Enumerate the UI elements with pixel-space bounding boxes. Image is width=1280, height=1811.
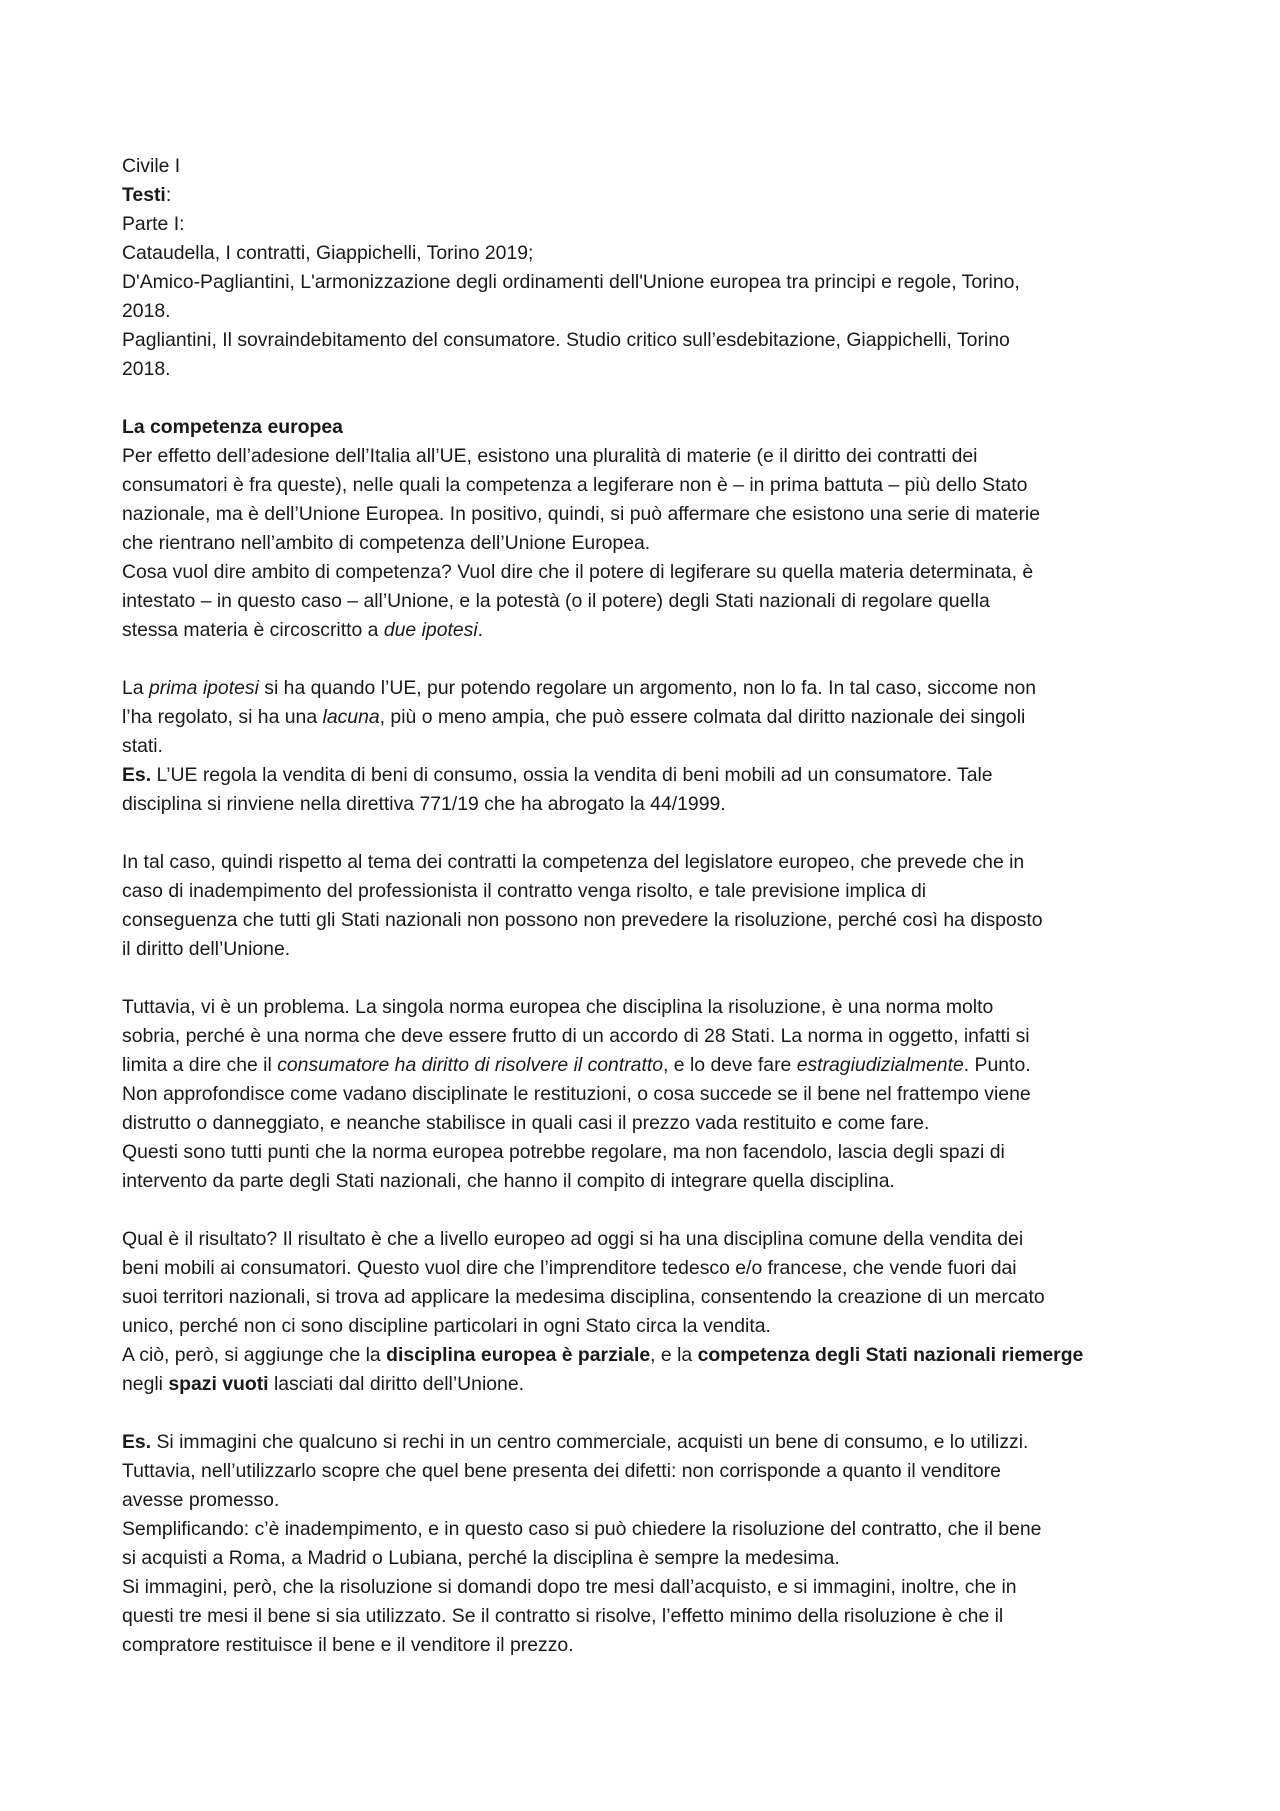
spacer — [122, 819, 1168, 848]
spacer — [122, 645, 1168, 674]
paragraph-line: beni mobili ai consumatori. Questo vuol dire che l’imprenditore tedesco e/o francese, che vende fuori dai — [122, 1257, 1017, 1279]
paragraph-line: Qual è il risultato? Il risultato è che a livello europeo ad oggi si ha una disciplina comune della vendita dei — [122, 1228, 1024, 1250]
paragraph-line: questi tre mesi il bene si sia utilizzato. Se il contratto si risolve, l’effetto minimo della risoluzione è che il — [122, 1605, 1004, 1627]
paragraph-line: limita a dire che il consumatore ha diritto di risolvere il contratto, e lo deve fare estragiudizialmente. Punto. — [122, 1054, 1031, 1076]
paragraph-line: A ciò, però, si aggiunge che la disciplina europea è parziale, e la competenza degli Stati nazionali riemerge — [122, 1344, 1084, 1366]
reference-line: Cataudella, I contratti, Giappichelli, Torino 2019; — [122, 242, 534, 264]
spacer — [122, 384, 1168, 413]
paragraph-line: negli spazi vuoti lasciati dal diritto dell’Unione. — [122, 1373, 525, 1395]
paragraph-line: suoi territori nazionali, si trova ad applicare la medesima disciplina, consentendo la creazione di un mercato — [122, 1286, 1045, 1308]
paragraph-line: Per effetto dell’adesione dell’Italia all’UE, esistono una pluralità di materie (e il diritto dei contratti dei — [122, 445, 978, 467]
paragraph-line: Es. L’UE regola la vendita di beni di consumo, ossia la vendita di beni mobili ad un consumatore. Tale — [122, 764, 993, 786]
reference-line: 2018. — [122, 358, 171, 380]
paragraph-line: Tuttavia, nell’utilizzarlo scopre che quel bene presenta dei difetti: non corrisponde a quanto il venditore — [122, 1460, 1001, 1482]
paragraph-line: intervento da parte degli Stati nazionali, che hanno il compito di integrare quella disciplina. — [122, 1170, 895, 1192]
section-heading: La competenza europea — [122, 416, 343, 438]
paragraph-line: unico, perché non ci sono discipline particolari in ogni Stato circa la vendita. — [122, 1315, 771, 1337]
document-page — [122, 152, 1168, 1660]
spacer — [122, 1399, 1168, 1428]
texts-colon: : — [165, 184, 172, 206]
paragraph-line: caso di inadempimento del professionista il contratto venga risolto, e tale previsione implica di — [122, 880, 927, 902]
paragraph-line: Non approfondisce come vadano disciplinate le restituzioni, o cosa succede se il bene nel frattempo viene — [122, 1083, 1031, 1105]
part-label: Parte I: — [122, 213, 185, 235]
paragraph-line: nazionale, ma è dell’Unione Europea. In positivo, quindi, si può affermare che esistono una serie di materie — [122, 503, 1041, 525]
paragraph-line: avesse promesso. — [122, 1489, 280, 1511]
paragraph-line: Es. Si immagini che qualcuno si rechi in un centro commerciale, acquisti un bene di consumo, e lo utilizzi. — [122, 1431, 1029, 1453]
spacer — [122, 964, 1168, 993]
paragraph-line: Si immagini, però, che la risoluzione si domandi dopo tre mesi dall’acquisto, e si immagini, inoltre, che in — [122, 1576, 1017, 1598]
reference-line: 2018. — [122, 300, 171, 322]
paragraph-line: stessa materia è circoscritto a due ipotesi. — [122, 619, 484, 641]
paragraph-line: intestato – in questo caso – all’Unione, e la potestà (o il potere) degli Stati nazionali di regolare quella — [122, 590, 990, 612]
paragraph-line: Tuttavia, vi è un problema. La singola norma europea che disciplina la risoluzione, è una norma molto — [122, 996, 994, 1018]
paragraph-line: La prima ipotesi si ha quando l’UE, pur potendo regolare un argomento, non lo fa. In tal caso, siccome non — [122, 677, 1037, 699]
paragraph-line: che rientrano nell’ambito di competenza dell’Unione Europea. — [122, 532, 651, 554]
course-title: Civile I — [122, 155, 181, 177]
paragraph-line: conseguenza che tutti gli Stati nazionali non possono non prevedere la risoluzione, perché così ha disposto — [122, 909, 1043, 931]
paragraph-line: stati. — [122, 735, 163, 757]
paragraph-line: compratore restituisce il bene e il venditore il prezzo. — [122, 1634, 574, 1656]
texts-label: Testi — [122, 184, 166, 206]
paragraph-line: consumatori è fra queste), nelle quali la competenza a legiferare non è – in prima battuta – più dello Stato — [122, 474, 1028, 496]
paragraph-line: l’ha regolato, si ha una lacuna, più o meno ampia, che può essere colmata dal diritto nazionale dei singoli — [122, 706, 1026, 728]
paragraph-line: Questi sono tutti punti che la norma europea potrebbe regolare, ma non facendolo, lascia degli spazi di — [122, 1141, 1005, 1163]
reference-line: D'Amico-Pagliantini, L'armonizzazione degli ordinamenti dell'Unione europea tra principi e regole, Torino, — [122, 271, 1020, 293]
paragraph-line: il diritto dell’Unione. — [122, 938, 291, 960]
paragraph-line: disciplina si rinviene nella direttiva 771/19 che ha abrogato la 44/1999. — [122, 793, 726, 815]
paragraph-line: si acquisti a Roma, a Madrid o Lubiana, perché la disciplina è sempre la medesima. — [122, 1547, 840, 1569]
reference-line: Pagliantini, Il sovraindebitamento del consumatore. Studio critico sull’esdebitazione, Giappichelli, Torino — [122, 329, 1010, 351]
texts-label-line — [122, 181, 1168, 210]
paragraph-line: Semplificando: c’è inadempimento, e in questo caso si può chiedere la risoluzione del contratto, che il bene — [122, 1518, 1042, 1540]
paragraph-line: distrutto o danneggiato, e neanche stabilisce in quali casi il prezzo vada restituito e come fare. — [122, 1112, 930, 1134]
paragraph-line: In tal caso, quindi rispetto al tema dei contratti la competenza del legislatore europeo, che prevede che in — [122, 851, 1025, 873]
paragraph-line: Cosa vuol dire ambito di competenza? Vuol dire che il potere di legiferare su quella materia determinata, è — [122, 561, 1034, 583]
paragraph-line: sobria, perché è una norma che deve essere frutto di un accordo di 28 Stati. La norma in oggetto, infatti si — [122, 1025, 1030, 1047]
spacer — [122, 1196, 1168, 1225]
